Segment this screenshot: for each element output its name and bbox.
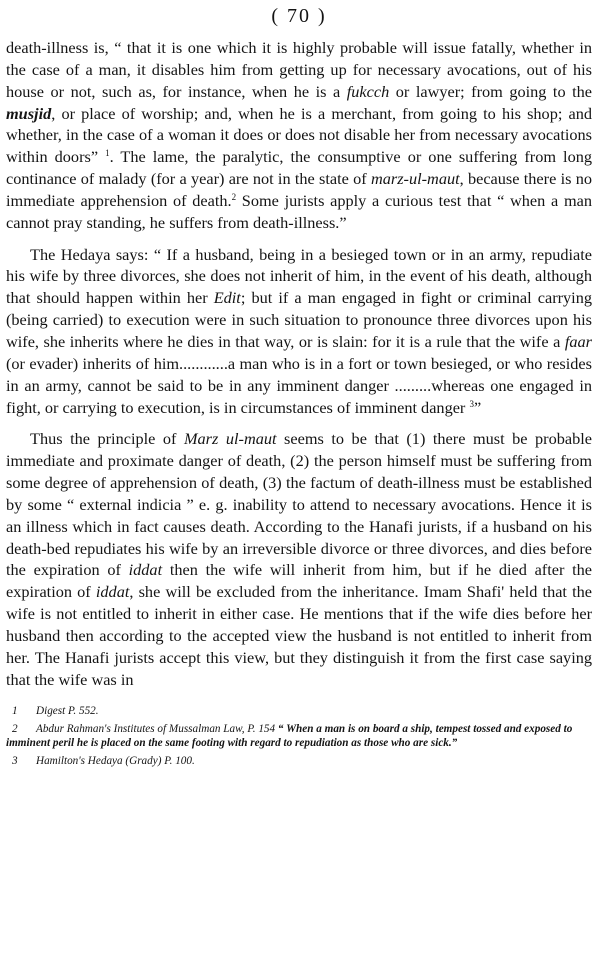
- paragraph-continued: [6, 37, 592, 234]
- text-run: . The lame, the paralytic, the consumptive or one suffering from long continance of malady (for a year) are not in the state of: [6, 147, 593, 189]
- text-run: death-illness is, “ that it is one which it is highly probable will issue fatally, whether in the case of a man, it disables him from getting up for necessary avocations, out of his house or not, such as, for instance, when he is a: [6, 38, 592, 101]
- italic-term: iddat: [95, 582, 130, 602]
- text-run: or lawyer; from going to the: [389, 81, 593, 101]
- text-run: , she will be excluded from the inheritance. Imam Shafi' held that the wife is not entitled to inherit in either case. He mentions that if the wife dies before her husband then according to the accepted view the husband is not entitled to inherit from her. The Hanafi jurists accept this view, but they distinguish it from the first case saying that the wife was in: [6, 582, 592, 689]
- text-run: Some jurists apply a curious test that “ when a man cannot pray standing, he suffers from death-illness.”: [6, 190, 592, 232]
- text-run: , or place of worship; and, when he is a merchant, from going to his shop; and whether, in the case of a woman it does or does not disable her from necessary avocations within doors”: [6, 103, 592, 167]
- italic-term: faar: [564, 331, 592, 351]
- text-run: ; but if a man engaged in fight or criminal carrying (being carried) to execution were in such situation to pronounce three divorces upon his wife, she inherits where he dies in that way, or is slain: for it is a rule that the wife a: [6, 288, 592, 351]
- footnotes: [6, 704, 592, 768]
- footnote: [6, 704, 592, 719]
- text-run: seems to be that (1) there must be probable immediate and proximate danger of death, (2) the person himself must be suffering from some degree of apprehension of death, (3) the factum of death-illness must be established by some “ external indicia ” e. g. inability to attend to necessary avocations. Hence it is an illness which in fact causes death. According to the Hanafi jurists, if a husband on his death-bed repudiates his wife by an irreversible divorce or three divorces, and dies before the expiration of: [6, 429, 592, 580]
- text-run: Thus the principle of: [30, 429, 184, 449]
- footnote-quote: “ When a man is on board a ship, tempest tossed and exposed to imminent peril he is placed on the same footing with regard to repudiation as those who are sick.”: [6, 722, 573, 750]
- text-run: Hamilton's Hedaya (Grady) P. 100.: [36, 754, 195, 767]
- italic-term: fukcch: [346, 81, 390, 101]
- italic-term: iddat: [128, 560, 163, 580]
- footnote-number: 2: [12, 722, 18, 735]
- footnote: [6, 722, 592, 751]
- footnote-number: 1: [12, 705, 18, 718]
- page-number: ( 70 ): [271, 5, 327, 27]
- footnote-number: 3: [12, 754, 18, 767]
- text-run: Abdur Rahman's Institutes of Mussalman Law, P. 154: [36, 722, 278, 735]
- italic-term: marz-ul-maut: [370, 169, 460, 189]
- text-run: Digest P. 552.: [36, 705, 99, 718]
- footnote-ref: 3: [469, 398, 474, 409]
- text-run: , because there is no immediate apprehension of death.: [6, 169, 592, 210]
- footnote-ref: 2: [231, 191, 237, 202]
- bold-italic-term: musjid: [6, 103, 52, 123]
- text-run: then the wife will inherit from him, but if he died after the expiration of: [6, 560, 593, 602]
- footnote: [6, 754, 592, 769]
- italic-term: Marz ul-maut: [183, 429, 277, 449]
- paragraph-hedaya-quote: [6, 244, 592, 419]
- text-run: ”: [473, 397, 482, 417]
- footnote-ref: 1: [105, 148, 110, 159]
- text-run: The Hedaya says: “ If a husband, being in a besieged town or in an army, repudiate his wife by three divorces, she does not inherit of him, in the event of his death, although that should happen within her: [6, 244, 592, 308]
- text-run: (or evader) inherits of him............a man who is in a fort or town besieged, or who resides in an army, cannot be said to be in any imminent danger .........whereas one engaged in fight, or carrying to execution, is in circumstances of imminent danger: [6, 353, 592, 417]
- body-text: [6, 37, 592, 690]
- italic-term: Edit: [213, 288, 241, 308]
- paragraph-principle: [6, 428, 592, 690]
